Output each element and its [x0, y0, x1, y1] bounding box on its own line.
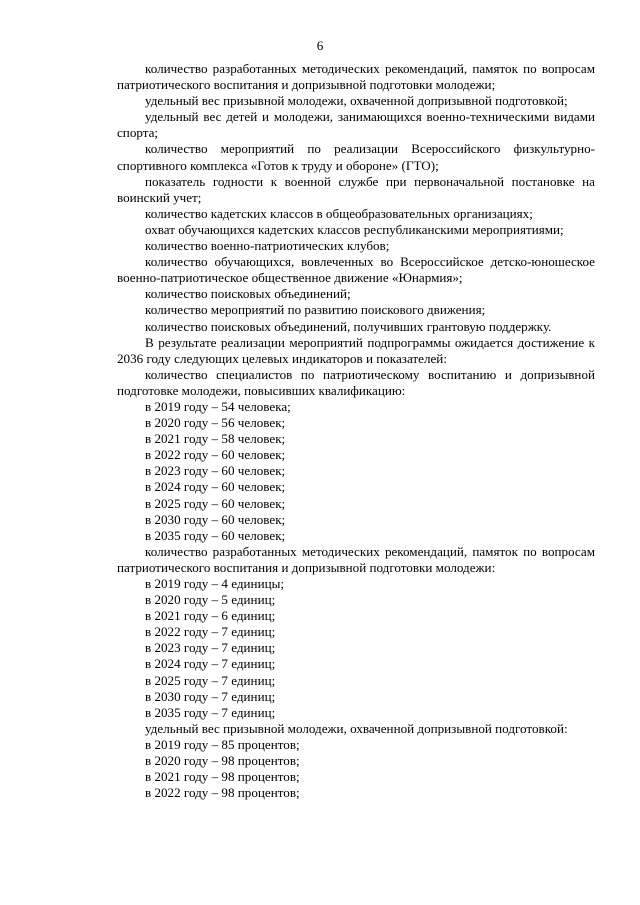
- paragraph: удельный вес детей и молодежи, занимающихся военно-техническими видами спорта;: [117, 109, 595, 141]
- paragraph: в 2030 году – 7 единиц;: [145, 688, 276, 704]
- page-number: 6: [316, 38, 324, 53]
- paragraph: в 2021 году – 6 единиц;: [145, 608, 276, 624]
- paragraph: в 2024 году – 7 единиц;: [145, 656, 276, 672]
- paragraph: количество обучающихся, вовлеченных во Всероссийское детско-юношеское военно-патриотическое общественное движение «Юнармия»;: [117, 254, 595, 286]
- paragraph: количество поисковых объединений;: [145, 286, 351, 302]
- paragraph: охват обучающихся кадетских классов республиканскими мероприятиями;: [145, 221, 564, 237]
- paragraph: в 2021 году – 98 процентов;: [145, 769, 300, 785]
- paragraph: количество разработанных методических рекомендаций, памяток по вопросам патриотического воспитания и допризывной подготовки молодежи;: [117, 61, 595, 93]
- paragraph: в 2021 году – 58 человек;: [145, 431, 286, 447]
- paragraph: количество мероприятий по реализации Всероссийского физкультурно-спортивного комплекса «Готов к труду и обороне» (ГТО);: [117, 141, 595, 173]
- paragraph: удельный вес призывной молодежи, охваченной допризывной подготовкой;: [145, 93, 568, 109]
- paragraph: удельный вес призывной молодежи, охваченной допризывной подготовкой:: [145, 720, 568, 736]
- paragraph: в 2020 году – 98 процентов;: [145, 753, 300, 769]
- paragraph: показатель годности к военной службе при первоначальной постановке на воинский учет;: [117, 173, 595, 205]
- paragraph: количество специалистов по патриотическому воспитанию и допризывной подготовке молодежи, повысивших квалификацию:: [117, 366, 595, 398]
- paragraph: в 2019 году – 54 человека;: [145, 398, 291, 414]
- paragraph: количество поисковых объединений, получивших грантовую поддержку.: [145, 318, 552, 334]
- paragraph: в 2030 году – 60 человек;: [145, 511, 286, 527]
- paragraph: в 2022 году – 98 процентов;: [145, 785, 300, 801]
- paragraph: количество мероприятий по развитию поискового движения;: [145, 302, 486, 318]
- paragraph: в 2035 году – 7 единиц;: [145, 704, 276, 720]
- paragraph: количество военно-патриотических клубов;: [145, 238, 390, 254]
- paragraph: в 2022 году – 60 человек;: [145, 447, 286, 463]
- paragraph: количество кадетских классов в общеобразовательных организациях;: [145, 205, 533, 221]
- paragraph: в 2035 году – 60 человек;: [145, 527, 286, 543]
- paragraph: в 2020 году – 56 человек;: [145, 415, 286, 431]
- paragraph: количество разработанных методических рекомендаций, памяток по вопросам патриотического воспитания и допризывной подготовки молодежи:: [117, 543, 595, 575]
- paragraph: в 2022 году – 7 единиц;: [145, 624, 276, 640]
- paragraph: в 2019 году – 4 единицы;: [145, 576, 285, 591]
- paragraph: в 2023 году – 60 человек;: [145, 463, 286, 479]
- document-body: [117, 61, 595, 801]
- paragraph: в 2019 году – 85 процентов;: [145, 736, 300, 752]
- paragraph: в 2025 году – 7 единиц;: [145, 672, 276, 688]
- paragraph: в 2020 году – 5 единиц;: [145, 592, 276, 608]
- paragraph: В результате реализации мероприятий подпрограммы ожидается достижение к 2036 году следующих целевых индикаторов и показателей:: [117, 334, 595, 366]
- paragraph: в 2024 году – 60 человек;: [145, 479, 286, 495]
- paragraph: в 2023 году – 7 единиц;: [145, 640, 276, 656]
- paragraph: в 2025 году – 60 человек;: [145, 495, 286, 511]
